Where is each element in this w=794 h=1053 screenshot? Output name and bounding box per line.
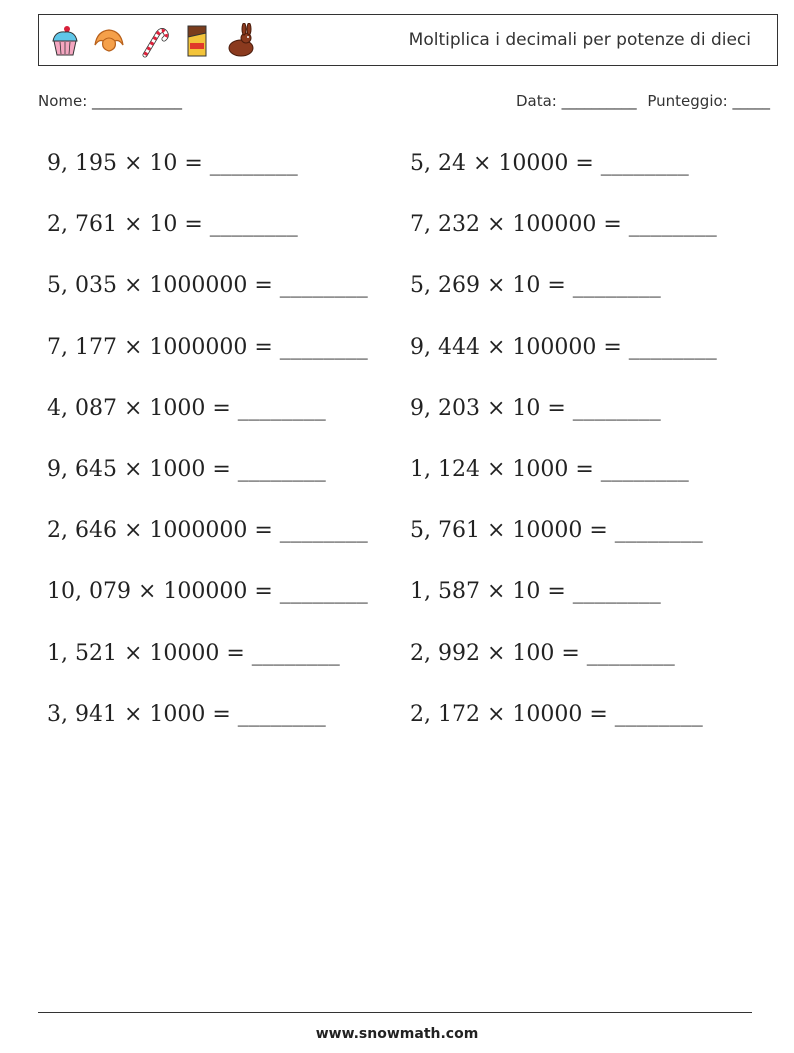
problem-left-7: 2, 646 × 1000000 = ________ xyxy=(47,518,368,544)
chocolate-bar-icon xyxy=(179,23,215,59)
problem-row xyxy=(0,387,794,448)
problem-left-5: 4, 087 × 1000 = ________ xyxy=(47,395,326,421)
icon-strip xyxy=(47,21,259,61)
problem-left-6: 9, 645 × 1000 = ________ xyxy=(47,456,326,482)
problem-row xyxy=(0,693,794,754)
problem-left-4: 7, 177 × 1000000 = ________ xyxy=(47,334,368,360)
problem-right-10: 2, 172 × 10000 = ________ xyxy=(410,701,703,727)
problem-left-8: 10, 079 × 100000 = ________ xyxy=(47,579,368,605)
problem-right-4: 9, 444 × 100000 = ________ xyxy=(410,334,717,360)
problem-left-1: 9, 195 × 10 = ________ xyxy=(47,151,298,176)
problem-row xyxy=(0,326,794,387)
problem-left-10: 3, 941 × 1000 = ________ xyxy=(47,701,326,727)
problem-row xyxy=(0,632,794,693)
croissant-icon xyxy=(91,23,127,59)
problem-right-9: 2, 992 × 100 = ________ xyxy=(410,640,675,666)
problem-right-7: 5, 761 × 10000 = ________ xyxy=(410,518,703,544)
page-title: Moltiplica i decimali per potenze di dieci xyxy=(408,30,751,50)
problem-row xyxy=(0,264,794,325)
problem-left-2: 2, 761 × 10 = ________ xyxy=(47,212,298,238)
problem-right-8: 1, 587 × 10 = ________ xyxy=(410,579,661,605)
footer-divider xyxy=(38,1012,752,1013)
footer-site: www.snowmath.com xyxy=(315,1026,479,1042)
date-field-label: Data: __________ xyxy=(515,92,637,110)
problem-row xyxy=(0,203,794,264)
problem-right-2: 7, 232 × 100000 = ________ xyxy=(410,212,717,238)
candy-cane-icon xyxy=(135,23,171,59)
chocolate-bunny-icon xyxy=(223,23,259,59)
problem-right-6: 1, 124 × 1000 = ________ xyxy=(410,456,689,482)
score-field-label: Punteggio: _____ xyxy=(647,92,770,110)
name-field-label: Nome: ____________ xyxy=(38,92,183,110)
meta-right xyxy=(510,92,770,110)
problem-row xyxy=(0,509,794,570)
problem-grid xyxy=(0,142,794,754)
problem-right-3: 5, 269 × 10 = ________ xyxy=(410,273,661,299)
problem-row xyxy=(0,142,794,203)
problem-right-5: 9, 203 × 10 = ________ xyxy=(410,395,661,421)
cupcake-icon xyxy=(47,23,83,59)
problem-right-1: 5, 24 × 10000 = ________ xyxy=(410,151,689,176)
problem-row xyxy=(0,448,794,509)
problem-left-9: 1, 521 × 10000 = ________ xyxy=(47,640,340,666)
problem-row xyxy=(0,570,794,631)
problem-left-3: 5, 035 × 1000000 = ________ xyxy=(47,273,368,299)
header-box xyxy=(38,14,778,66)
